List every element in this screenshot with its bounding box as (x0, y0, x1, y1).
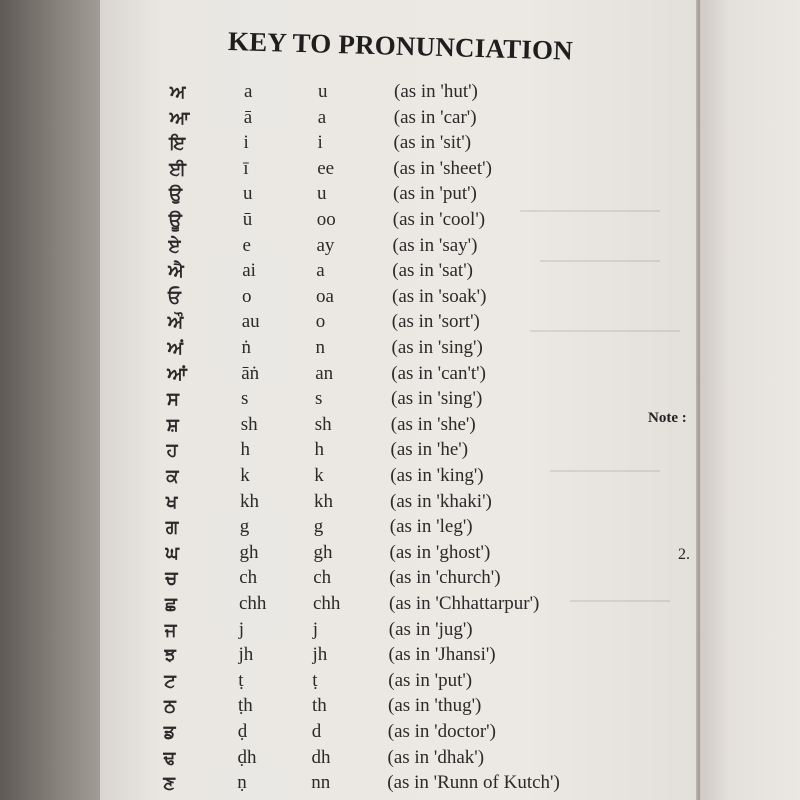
gurmukhi-letter: ਏ (168, 235, 182, 256)
transliteration: kh (240, 490, 259, 512)
example-word: (as in 'soak') (392, 285, 487, 307)
transliteration: au (241, 311, 260, 333)
pronunciation-row (0, 464, 696, 488)
pronunciation-row (0, 234, 699, 258)
english-equivalent: u (318, 81, 328, 102)
english-equivalent: gh (313, 541, 333, 563)
pronunciation-row (0, 618, 695, 642)
gurmukhi-letter: ਇ (169, 133, 187, 154)
english-equivalent: i (317, 132, 323, 154)
example-word: (as in 'Jhansi') (388, 644, 496, 666)
transliteration: ai (242, 260, 256, 282)
english-equivalent: a (317, 106, 327, 128)
example-word: (as in 'khaki') (390, 490, 492, 512)
english-equivalent: jh (312, 644, 328, 666)
pronunciation-row (0, 208, 699, 232)
transliteration: ṇ (237, 772, 247, 794)
english-equivalent: oo (316, 209, 336, 230)
pronunciation-row (0, 643, 695, 667)
transliteration: j (238, 618, 245, 640)
gurmukhi-letter: ਘ (165, 542, 180, 563)
english-equivalent: k (314, 465, 324, 486)
english-equivalent: a (316, 260, 325, 282)
pronunciation-row (0, 131, 700, 155)
example-word: (as in 'sat') (392, 260, 473, 282)
transliteration: s (241, 388, 249, 410)
pronunciation-row (0, 438, 697, 462)
english-equivalent: oa (316, 285, 334, 307)
transliteration: jh (238, 644, 254, 666)
gurmukhi-letter: ਡ (163, 722, 177, 742)
gurmukhi-letter: ਊ (168, 210, 183, 230)
example-word: (as in 'cool') (392, 209, 486, 230)
example-word: (as in 'thug') (388, 695, 482, 717)
transliteration: u (243, 183, 253, 205)
transliteration: ī (243, 157, 249, 179)
example-word: (as in 'hut') (394, 81, 478, 102)
gurmukhi-letter: ਚ (165, 568, 179, 589)
example-word: (as in 'can't') (391, 362, 486, 384)
transliteration: āṅ (241, 362, 260, 384)
example-word: (as in 'sing') (391, 337, 483, 358)
example-word: (as in 'leg') (389, 516, 473, 538)
example-word: (as in 'sit') (393, 132, 472, 154)
english-equivalent: u (317, 183, 327, 205)
pronunciation-row (0, 182, 699, 206)
transliteration: ḍh (237, 746, 257, 768)
gurmukhi-letter: ਆਂ (167, 363, 188, 384)
gurmukhi-letter: ਠ (164, 696, 177, 717)
gurmukhi-letter: ਅ (170, 82, 187, 102)
note-label: Note : (648, 410, 687, 426)
english-equivalent: sh (314, 413, 332, 435)
gurmukhi-letter: ਔ (167, 312, 185, 333)
pronunciation-row (0, 80, 700, 104)
pronunciation-row (0, 336, 698, 360)
example-word: (as in 'Chhattarpur') (389, 593, 540, 614)
pronunciation-row (0, 592, 695, 616)
example-word: (as in 'put') (388, 669, 473, 691)
gurmukhi-letter: ਢ (163, 747, 177, 768)
pronunciation-row (0, 387, 697, 411)
example-word: (as in 'ghost') (389, 541, 491, 563)
gurmukhi-letter: ਓ (168, 286, 182, 307)
english-equivalent: th (312, 695, 327, 717)
english-equivalent: d (311, 721, 322, 742)
english-equivalent: ch (313, 567, 332, 589)
transliteration: o (242, 285, 252, 307)
transliteration: chh (239, 593, 267, 614)
pronunciation-row (0, 771, 693, 795)
example-word: (as in 'she') (390, 413, 476, 435)
transliteration: ṅ (241, 337, 251, 358)
facing-page (700, 0, 800, 800)
english-equivalent: g (313, 516, 324, 538)
pronunciation-row (0, 566, 695, 590)
english-equivalent: h (314, 439, 324, 461)
example-word: (as in 'doctor') (387, 721, 496, 742)
transliteration: ch (239, 567, 258, 589)
gurmukhi-letter: ਸ਼ (166, 414, 180, 435)
transliteration: a (244, 81, 253, 102)
pronunciation-row (0, 746, 694, 770)
example-word: (as in 'dhak') (387, 746, 485, 768)
transliteration: ū (242, 209, 253, 230)
pronunciation-row (0, 285, 698, 309)
gurmukhi-letter: ਕ (166, 466, 180, 486)
transliteration: ṭh (238, 695, 253, 717)
pronunciation-row (0, 413, 697, 437)
example-word: (as in 'sort') (391, 311, 480, 333)
gurmukhi-letter: ਖ (166, 491, 179, 512)
transliteration: gh (239, 541, 259, 563)
side-number: 2. (678, 546, 690, 563)
pronunciation-row (0, 106, 700, 130)
pronunciation-row (0, 157, 699, 181)
example-word: (as in 'sing') (391, 388, 483, 410)
english-equivalent: an (315, 362, 334, 384)
example-word: (as in 'say') (392, 234, 478, 256)
english-equivalent: ṭ (312, 669, 318, 691)
gurmukhi-letter: ਅਂ (167, 338, 184, 358)
pronunciation-row (0, 694, 694, 718)
gurmukhi-letter: ਝ (164, 645, 177, 666)
transliteration: i (243, 132, 249, 154)
pronunciation-row (0, 541, 696, 565)
gurmukhi-letter: ਆ (169, 107, 191, 128)
example-word: (as in 'he') (390, 439, 469, 461)
example-word: (as in 'Runn of Kutch') (387, 772, 560, 794)
pronunciation-row (0, 362, 697, 386)
english-equivalent: dh (311, 746, 331, 768)
pronunciation-row (0, 259, 698, 283)
transliteration: g (239, 516, 250, 538)
english-equivalent: j (312, 618, 319, 640)
gurmukhi-letter: ਛ (165, 594, 178, 614)
english-equivalent: o (315, 311, 326, 333)
gurmukhi-letter: ਣ (163, 773, 176, 794)
transliteration: h (240, 439, 250, 461)
example-word: (as in 'church') (389, 567, 501, 589)
transliteration: ḍ (237, 721, 248, 742)
gurmukhi-letter: ਜ (164, 619, 178, 640)
gurmukhi-letter: ਸ (167, 389, 180, 410)
english-equivalent: chh (313, 593, 341, 614)
transliteration: e (242, 234, 251, 256)
page-title: KEY TO PRONUNCIATION (227, 26, 574, 66)
pronunciation-row (0, 669, 694, 693)
pronunciation-row (0, 720, 694, 744)
gurmukhi-letter: ਟ (164, 670, 177, 691)
example-word: (as in 'car') (393, 106, 477, 128)
transliteration: ṭ (238, 669, 244, 691)
example-word: (as in 'king') (390, 465, 484, 486)
pronunciation-row (0, 310, 698, 334)
transliteration: k (240, 465, 250, 486)
gurmukhi-letter: ਗ (165, 517, 180, 538)
pronunciation-row (0, 490, 696, 514)
gurmukhi-letter: ਹ (166, 440, 179, 461)
gurmukhi-letter: ਈ (169, 158, 187, 179)
example-word: (as in 'jug') (388, 618, 473, 640)
gurmukhi-letter: ਉ (169, 184, 184, 205)
gurmukhi-letter: ਐ (168, 261, 185, 282)
example-word: (as in 'put') (393, 183, 477, 205)
english-equivalent: kh (314, 490, 333, 512)
english-equivalent: ee (317, 157, 335, 179)
transliteration: ā (243, 106, 253, 128)
transliteration: sh (240, 413, 258, 435)
english-equivalent: ay (316, 234, 335, 256)
english-equivalent: nn (311, 772, 331, 794)
english-equivalent: s (315, 388, 323, 410)
example-word: (as in 'sheet') (393, 157, 492, 179)
pronunciation-row (0, 515, 696, 539)
english-equivalent: n (315, 337, 325, 358)
